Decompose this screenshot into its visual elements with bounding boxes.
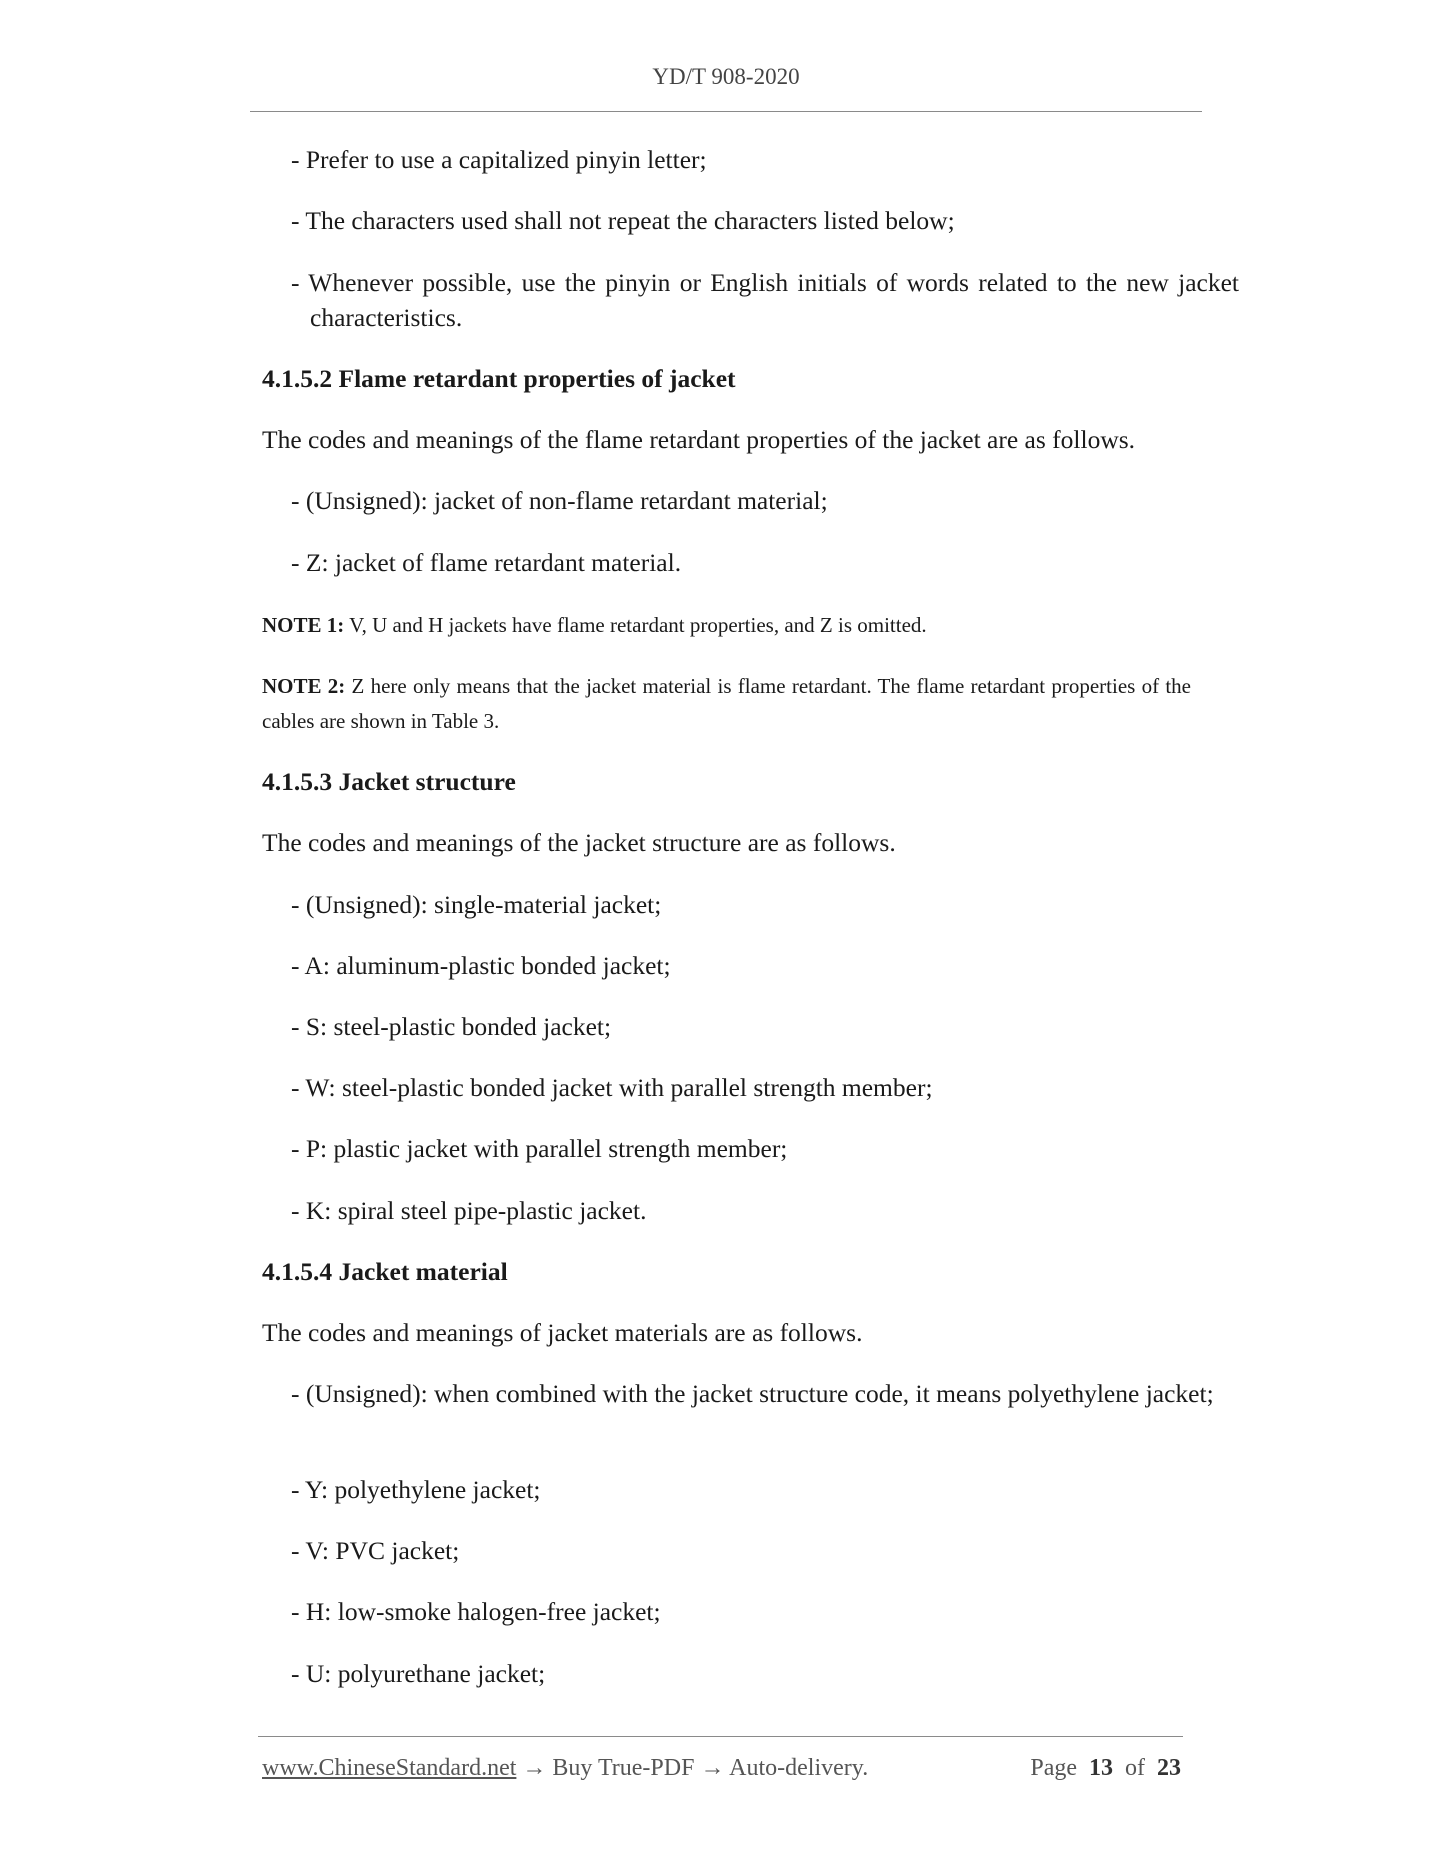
delivery-text: Auto-delivery. bbox=[729, 1755, 869, 1781]
list-item: - (Unsigned): when combined with the jacket structure code, it means polyethylene jacket; bbox=[291, 1379, 1214, 1408]
site-link[interactable]: www.ChineseStandard.net bbox=[262, 1755, 517, 1781]
list-item: - Prefer to use a capitalized pinyin letter; bbox=[291, 145, 707, 174]
note-2 bbox=[262, 669, 1191, 739]
footer-promo bbox=[262, 1755, 868, 1782]
footer-divider bbox=[258, 1736, 1183, 1737]
list-item: - S: steel-plastic bonded jacket; bbox=[291, 1012, 612, 1041]
list-item: - A: aluminum-plastic bonded jacket; bbox=[291, 951, 671, 980]
note-label: NOTE 2: bbox=[262, 674, 346, 698]
page-number: 13 bbox=[1089, 1755, 1113, 1781]
page-counter bbox=[1030, 1755, 1181, 1782]
note-1 bbox=[262, 608, 1191, 643]
arrow-icon: → bbox=[700, 1755, 725, 1781]
section-heading-4-1-5-3: 4.1.5.3 Jacket structure bbox=[262, 767, 516, 796]
list-item: - Whenever possible, use the pinyin or English initials of words related to the new jacket characteristics. bbox=[291, 268, 1239, 332]
list-item: - H: low-smoke halogen-free jacket; bbox=[291, 1597, 661, 1626]
list-item: - W: steel-plastic bonded jacket with parallel strength member; bbox=[291, 1073, 933, 1102]
header-divider bbox=[250, 111, 1202, 112]
list-item: - The characters used shall not repeat the characters listed below; bbox=[291, 206, 955, 235]
note-label: NOTE 1: bbox=[262, 613, 345, 637]
page-footer bbox=[262, 1755, 1181, 1787]
of-label: of bbox=[1125, 1755, 1145, 1781]
list-item: - V: PVC jacket; bbox=[291, 1536, 460, 1565]
page-label: Page bbox=[1030, 1755, 1077, 1781]
section-heading-4-1-5-4: 4.1.5.4 Jacket material bbox=[262, 1257, 508, 1286]
section-intro: The codes and meanings of the jacket structure are as follows. bbox=[262, 828, 896, 857]
list-item: - (Unsigned): jacket of non-flame retardant material; bbox=[291, 486, 828, 515]
section-heading-4-1-5-2: 4.1.5.2 Flame retardant properties of jacket bbox=[262, 364, 736, 393]
section-intro: The codes and meanings of the flame retardant properties of the jacket are as follows. bbox=[262, 425, 1136, 454]
list-item: - (Unsigned): single-material jacket; bbox=[291, 890, 662, 919]
list-item: - P: plastic jacket with parallel strength member; bbox=[291, 1134, 788, 1163]
arrow-icon: → bbox=[522, 1755, 547, 1781]
section-intro: The codes and meanings of jacket materials are as follows. bbox=[262, 1318, 863, 1347]
list-item: - U: polyurethane jacket; bbox=[291, 1659, 546, 1688]
list-item: - Y: polyethylene jacket; bbox=[291, 1475, 541, 1504]
page-header: YD/T 908-2020 bbox=[652, 64, 800, 89]
note-text: V, U and H jackets have flame retardant properties, and Z is omitted. bbox=[344, 613, 927, 637]
buy-text: Buy True-PDF bbox=[552, 1755, 695, 1781]
note-text: Z here only means that the jacket material is flame retardant. The flame retardant properties of the cables are shown in Table 3. bbox=[262, 674, 1191, 733]
list-item: - Z: jacket of flame retardant material. bbox=[291, 548, 682, 577]
list-item: - K: spiral steel pipe-plastic jacket. bbox=[291, 1196, 647, 1225]
page-total: 23 bbox=[1157, 1755, 1181, 1781]
